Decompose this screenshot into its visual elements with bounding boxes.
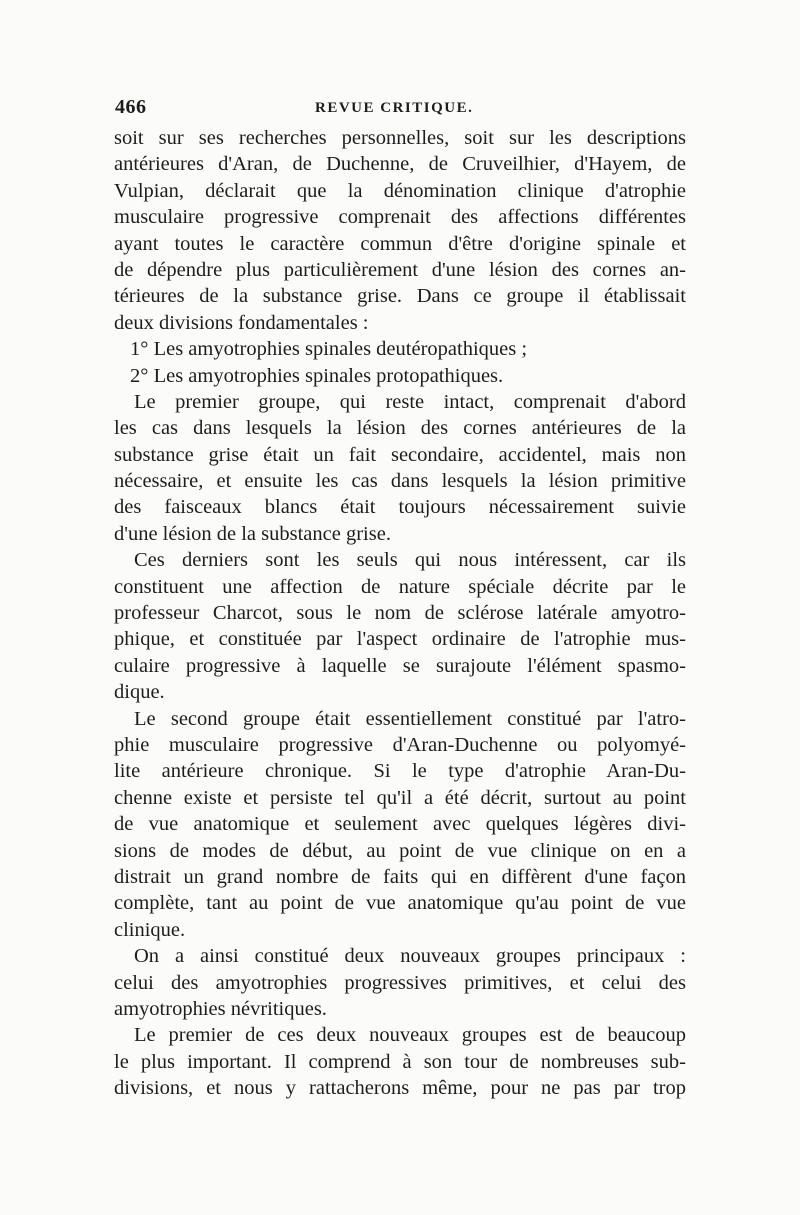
text-line: Le premier groupe, qui reste intact, comprenait d'abord bbox=[134, 390, 686, 413]
text-line: Ces derniers sont les seuls qui nous intéressent, car ils bbox=[134, 549, 686, 572]
list-item: 2° Les amyotrophies spinales protopathiques. bbox=[130, 364, 504, 387]
text-line: complète, tant au point de vue anatomique qu'au point de vue bbox=[114, 892, 686, 915]
text-line: d'une lésion de la substance grise. bbox=[114, 522, 391, 545]
text-line: de vue anatomique et seulement avec quelques légères divi- bbox=[114, 813, 686, 836]
text-line: Le premier de ces deux nouveaux groupes est de beaucoup bbox=[134, 1024, 686, 1047]
text-line: térieures de la substance grise. Dans ce groupe il établissait bbox=[114, 285, 686, 308]
text-line: des faisceaux blancs était toujours nécessairement suivie bbox=[114, 496, 686, 519]
text-line: clinique. bbox=[114, 918, 186, 941]
text-line: musculaire progressive comprenait des affections différentes bbox=[114, 206, 686, 229]
body-text bbox=[114, 125, 686, 1101]
text-line: Vulpian, déclarait que la dénomination clinique d'atrophie bbox=[114, 179, 686, 202]
text-line: deux divisions fondamentales : bbox=[114, 311, 369, 334]
text-line: sions de modes de début, au point de vue clinique on en a bbox=[114, 839, 686, 862]
text-line: le plus important. Il comprend à son tour de nombreuses sub- bbox=[114, 1050, 686, 1073]
text-line: phie musculaire progressive d'Aran-Duchenne ou polyomyé- bbox=[114, 733, 686, 756]
text-line: antérieures d'Aran, de Duchenne, de Cruveilhier, d'Hayem, de bbox=[114, 153, 686, 176]
list-item: 1° Les amyotrophies spinales deutéropathiques ; bbox=[130, 338, 528, 361]
text-line: nécessaire, et ensuite les cas dans lesquels la lésion primitive bbox=[114, 470, 686, 493]
text-line: substance grise était un fait secondaire, accidentel, mais non bbox=[114, 443, 686, 466]
text-line: lite antérieure chronique. Si le type d'atrophie Aran-Du- bbox=[114, 760, 686, 783]
page-number: 466 bbox=[115, 96, 147, 118]
text-line: phique, et constituée par l'aspect ordinaire de l'atrophie mus- bbox=[114, 628, 686, 651]
running-head: REVUE CRITIQUE. bbox=[315, 100, 474, 116]
page-header bbox=[115, 96, 685, 126]
text-line: amyotrophies névritiques. bbox=[114, 997, 327, 1020]
text-line: distrait un grand nombre de faits qui en diffèrent d'une façon bbox=[114, 865, 686, 888]
text-line: dique. bbox=[114, 681, 165, 704]
text-line: On a ainsi constitué deux nouveaux groupes principaux : bbox=[134, 945, 686, 968]
text-line: constituent une affection de nature spéciale décrite par le bbox=[114, 575, 686, 598]
text-line: professeur Charcot, sous le nom de sclérose latérale amyotro- bbox=[114, 602, 686, 625]
text-line: ayant toutes le caractère commun d'être d'origine spinale et bbox=[114, 232, 686, 255]
text-line: chenne existe et persiste tel qu'il a été décrit, surtout au point bbox=[114, 786, 686, 809]
text-line: de dépendre plus particulièrement d'une lésion des cornes an- bbox=[114, 258, 686, 281]
text-line: culaire progressive à laquelle se surajoute l'élément spasmo- bbox=[114, 654, 686, 677]
text-line: divisions, et nous y rattacherons même, pour ne pas par trop bbox=[114, 1077, 686, 1100]
text-line: Le second groupe était essentiellement constitué par l'atro- bbox=[134, 707, 686, 730]
text-line: les cas dans lesquels la lésion des cornes antérieures de la bbox=[114, 417, 686, 440]
text-line: soit sur ses recherches personnelles, soit sur les descriptions bbox=[114, 127, 686, 149]
text-line: celui des amyotrophies progressives primitives, et celui des bbox=[114, 971, 686, 994]
